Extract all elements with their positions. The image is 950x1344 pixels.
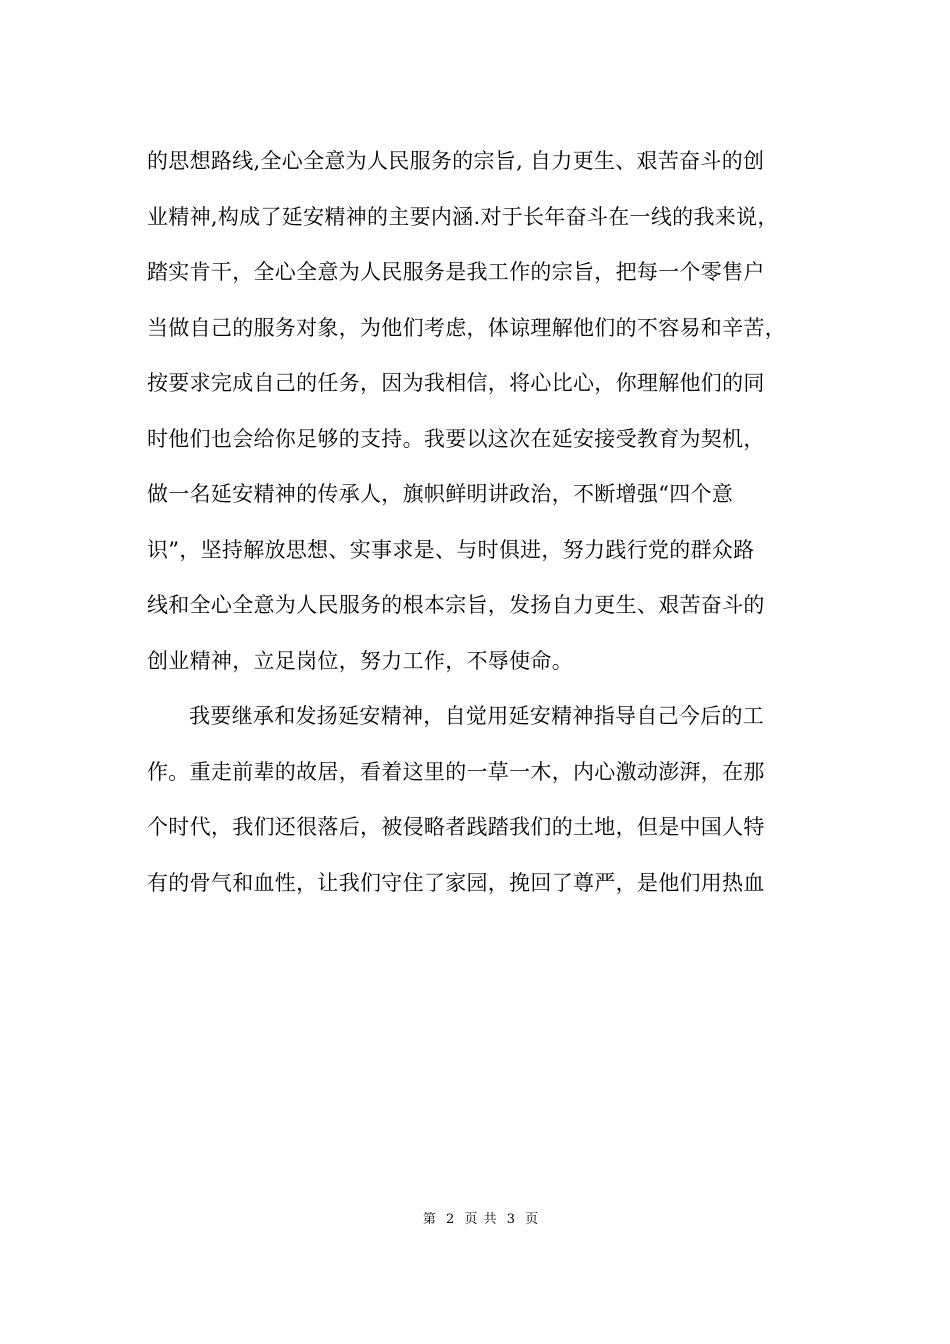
document-body	[147, 134, 817, 911]
page-label-suffix: 页	[525, 1212, 540, 1227]
current-page-number: 2	[446, 1212, 456, 1227]
text-line: 按要求完成自己的任务，因为我相信，将心比心，你理解他们的同	[147, 371, 765, 395]
page-label-prefix: 第	[422, 1212, 437, 1227]
text-line: 时他们也会给你足够的支持。我要以这次在延安接受教育为契机，	[147, 426, 765, 451]
text-line: 作。重走前辈的故居，看着这里的一草一木，内心激动澎湃，在那	[147, 759, 765, 784]
text-line: 创业精神，立足岗位，努力工作，不辱使命。	[147, 648, 573, 673]
page-label-mid: 页 共	[464, 1212, 498, 1227]
text-line: 有的骨气和血性，让我们守住了家园，挽回了尊严，是他们用热血	[147, 870, 765, 895]
text-line: 做一名延安精神的传承人，旗帜鲜明讲政治，不断增强“四个意	[147, 482, 734, 506]
total-pages-number: 3	[506, 1212, 516, 1227]
text-line: 业精神,构成了延安精神的主要内涵.对于长年奋斗在一线的我来说，	[147, 204, 779, 229]
text-line: 的思想路线,全心全意为人民服务的宗旨, 自力更生、艰苦奋斗的创	[147, 149, 765, 173]
text-line: 线和全心全意为人民服务的根本宗旨，发扬自力更生、艰苦奋斗的	[147, 593, 765, 617]
text-line: 识”，坚持解放思想、实事求是、与时俱进，努力践行党的群众路	[147, 537, 755, 562]
text-line: 当做自己的服务对象，为他们考虑，体谅理解他们的不容易和辛苦，	[147, 315, 786, 340]
paragraph-first-line: 我要继承和发扬延安精神，自觉用延安精神指导自己今后的工	[189, 704, 765, 728]
page-footer	[0, 1208, 950, 1227]
text-line: 踏实肯干，全心全意为人民服务是我工作的宗旨，把每一个零售户	[147, 260, 765, 284]
text-line: 个时代，我们还很落后，被侵略者践踏我们的土地，但是中国人特	[147, 815, 765, 839]
